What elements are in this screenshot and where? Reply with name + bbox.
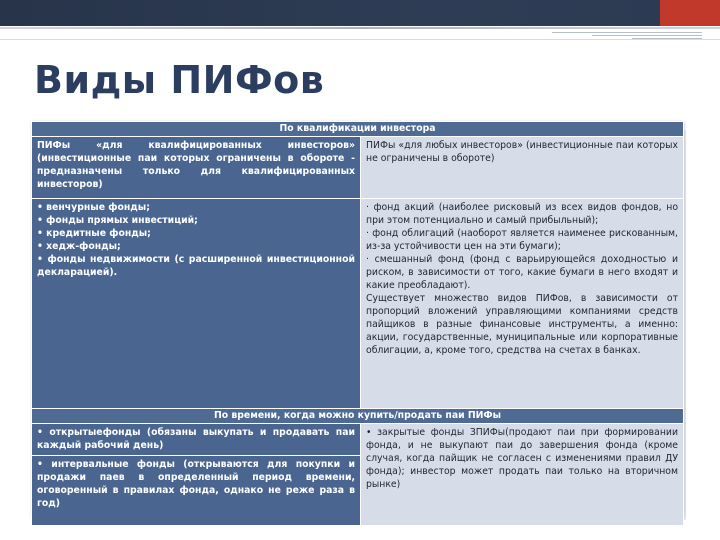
list-item: Существует множество видов ПИФов, в зависимости от пропорций вложений управляющими компаниями средств пайщиков в разные финансовые инструменты, а именно: акции, государственные, муниципальные или корпоративные облигации, а, кроме того, средства на счетах в банках. — [366, 293, 679, 356]
list-item: · фонд облигаций (наоборот является наименее рискованным, из-за устойчивости цен на эти бумаги); — [366, 228, 679, 252]
table-row — [32, 137, 684, 199]
cell-closed-funds: • закрытые фонды ЗПИФы(продают паи при формировании фонда, и не выкупают паи до завершения фонда (кроме случая, когда пайщик не согласен с изменениями правил ДУ фонда); инвестор может продать паи только на вторичном рынке) — [361, 424, 684, 526]
table-row — [32, 122, 684, 137]
list-item: • хедж-фонды; — [37, 241, 121, 252]
table-row — [32, 409, 684, 424]
list-item: · смешанный фонд (фонд с варьирующейся доходностью и риском, в зависимости от того, какие бумаги в него входят и какие преобладают). — [366, 254, 679, 291]
cell-any-investors: ПИФы «для любых инвесторов» (инвестиционные паи которых не ограничены в обороте) — [361, 137, 684, 199]
list-item: • кредитные фонды; — [37, 228, 151, 239]
cell-open-funds: • открытыефонды (обязаны выкупать и продавать паи каждый рабочий день) — [32, 424, 361, 456]
top-decorative-bar — [0, 0, 720, 26]
top-rule — [0, 27, 720, 29]
cell-interval-funds: • интервальные фонды (открываются для покупки и продажи паев в определенный период времени, оговоренный в правилах фонда, однако не реже раза в год) — [32, 456, 361, 526]
list-item: • венчурные фонды; — [37, 202, 150, 213]
table-row — [32, 424, 684, 456]
list-item: • фонды прямых инвестиций; — [37, 215, 198, 226]
decorative-lines — [552, 30, 702, 40]
page-title: Виды ПИФов — [34, 58, 325, 102]
list-item: • фонды недвижимости (с расширенной инвестиционной декларацией). — [37, 254, 355, 278]
cell-qualified-fund-types — [32, 199, 361, 409]
funds-table — [31, 121, 683, 516]
top-accent-bar — [660, 0, 720, 26]
funds-table-grid — [31, 121, 684, 526]
cell-general-fund-types — [361, 199, 684, 409]
section-header-timing: По времени, когда можно купить/продать паи ПИФы — [32, 409, 684, 424]
table-row — [32, 199, 684, 409]
section-header-qualification: По квалификации инвестора — [32, 122, 684, 137]
list-item: · фонд акций (наиболее рисковый из всех видов фондов, но при этом потенциально и самый прибыльный); — [366, 202, 679, 226]
cell-qualified-investors: ПИФы «для квалифицированных инвесторов» (инвестиционные паи которых ограничены в обороте - предназначены только для квалифицированных инвесторов) — [32, 137, 361, 199]
